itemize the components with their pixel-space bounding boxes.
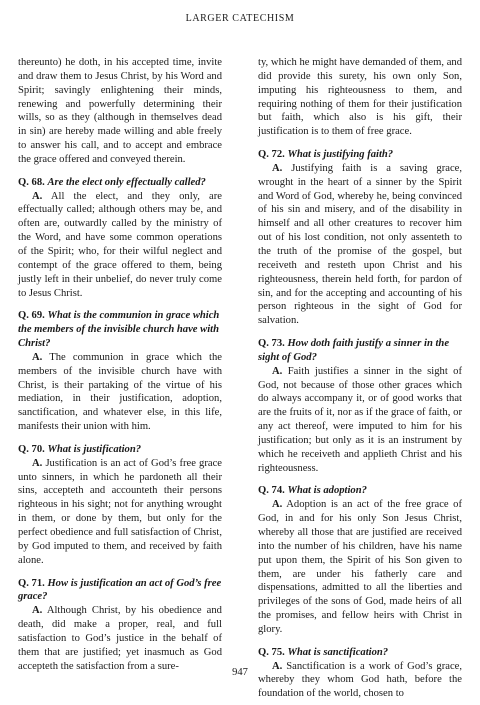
question-text: What is sanctification? xyxy=(287,646,389,658)
answer-text: Faith justifies a sinner in the sight of God, not because of those other graces which do always accompany it, or of good works that are the fruits of it, nor as if the grace of faith, or any act thereof, were imputed to him for his justification; but only as it is an instrument by which he receiveth and applieth Christ and his righteousness. xyxy=(258,365,462,474)
question-text: What is justifying faith? xyxy=(287,149,394,161)
question-70 xyxy=(18,443,222,457)
answer-label: A. xyxy=(272,365,283,377)
answer-72 xyxy=(258,162,462,328)
answer-text: Justification is an act of God’s free grace unto sinners, in which he pardoneth all their sins, accepteth and accounteth their persons righteous in his sight; not for anything wrought in them, or done by them, but only for the perfect obedience and full satisfaction of Christ, by God imputed to them, and received by faith alone. xyxy=(18,457,222,566)
answer-label: A. xyxy=(32,351,43,363)
answer-68 xyxy=(18,190,222,301)
answer-label: A. xyxy=(32,190,43,202)
answer-text: The communion in grace which the members of the invisible church have with Christ, is their partaking of the virtue of his mediation, in their justification, adoption, sanctification, and whatever else, in this life, manifests their union with him. xyxy=(18,351,222,433)
question-number: Q. 75. xyxy=(258,646,285,658)
answer-label: A. xyxy=(272,499,283,511)
answer-label: A. xyxy=(272,162,283,174)
answer-71 xyxy=(18,604,222,673)
question-72 xyxy=(258,148,462,162)
question-75 xyxy=(258,646,462,660)
continuation-text: ty, which he might have demanded of them, and did provide this surety, his own only Son, imputing his righteousness to them, and requiring nothing of them for their justification but faith, which also is his gift, their justification is to them of free grace. xyxy=(258,57,462,138)
answer-75 xyxy=(258,660,462,702)
answer-text: Justifying faith is a saving grace, wrought in the heart of a sinner by the Spirit and Word of God, whereby he, being convinced of his sin and misery, and of the disability in himself and all other creatures to recover him out of his lost condition, not only assenteth to the truth of the promise of the gospel, but receiveth and resteth upon Christ and his righteousness, therein held forth, for pardon of sin, and for the accepting and accounting of his person righteous in the sight of God for salvation. xyxy=(258,162,463,327)
question-number: Q. 72. xyxy=(258,149,285,161)
question-number: Q. 69. xyxy=(18,310,45,322)
question-69 xyxy=(18,309,222,351)
continuation-text: thereunto) he doth, in his accepted time, invite and draw them to Jesus Christ, by his Word and Spirit; savingly enlightening their minds, renewing and powerfully determining their wills, so as they (although in themselves dead in sin) are hereby made willing and able freely to answer his call, and to accept and embrace the grace offered and conveyed therein. xyxy=(18,57,222,165)
question-71 xyxy=(18,577,222,605)
answer-69 xyxy=(18,351,222,434)
answer-label: A. xyxy=(272,660,283,672)
question-text: What is the communion in grace which the members of the invisible church have with Christ? xyxy=(18,310,220,350)
answer-70 xyxy=(18,457,222,568)
answer-73 xyxy=(258,365,462,476)
right-column xyxy=(258,56,462,701)
question-text: What is justification? xyxy=(47,443,142,455)
question-text: How is justification an act of God’s free grace? xyxy=(18,577,222,603)
question-number: Q. 74. xyxy=(258,485,285,497)
answer-label: A. xyxy=(32,605,43,617)
question-text: What is adoption? xyxy=(287,485,367,497)
question-74 xyxy=(258,484,462,498)
answer-label: A. xyxy=(32,457,43,469)
answer-text: Adoption is an act of the free grace of God, in and for his only Son Jesus Christ, whereby all those that are justified are received into the number of his children, have his name put upon them, the Spirit of his Son given to them, are under his fatherly care and dispensations, admitted to all the liberties and privileges of the sons of God, made heirs of all the promises, and fellow heirs with Christ in glory. xyxy=(258,499,462,635)
question-text: How doth faith justify a sinner in the sight of God? xyxy=(258,338,450,363)
question-text: Are the elect only effectually called? xyxy=(47,176,206,188)
answer-text: Although Christ, by his obedience and death, did make a proper, real, and full satisfaction to God’s justice in the behalf of them that are justified; yet inasmuch as God accepteth the satisfaction from a sure- xyxy=(18,605,222,672)
answer-74 xyxy=(258,498,462,636)
left-column xyxy=(18,56,222,673)
question-number: Q. 71. xyxy=(18,577,45,589)
page-number: 947 xyxy=(232,667,248,678)
question-number: Q. 68. xyxy=(18,176,45,188)
question-number: Q. 70. xyxy=(18,443,45,455)
running-head: LARGER CATECHISM xyxy=(185,13,295,24)
question-73 xyxy=(258,337,462,365)
question-number: Q. 73. xyxy=(258,338,285,350)
answer-text: Sanctification is a work of God’s grace, whereby they whom God hath, before the foundation of the world, chosen to xyxy=(258,660,462,700)
answer-text: All the elect, and they only, are effectually called; although others may be, and often are, outwardly called by the ministry of the Word, and have some common operations of the Spirit; who, for their wilful neglect and contempt of the grace offered to them, being justly left in their unbelief, do never truly come to Jesus Christ. xyxy=(18,190,222,299)
question-68 xyxy=(18,176,222,190)
